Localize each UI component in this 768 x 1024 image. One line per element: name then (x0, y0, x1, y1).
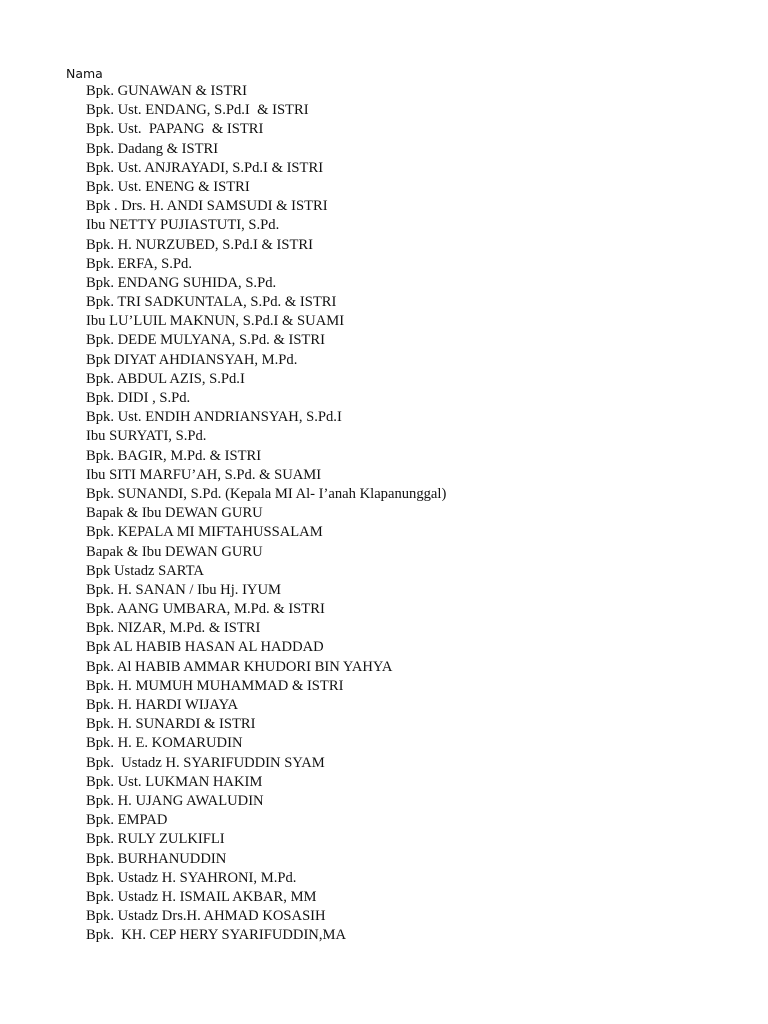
name-list (86, 82, 446, 945)
name-list-item: Bpk Ustadz SARTA (86, 562, 204, 579)
name-list-item: Bpk . Drs. H. ANDI SAMSUDI & ISTRI (86, 198, 328, 215)
name-list-item: Bpk. AANG UMBARA, M.Pd. & ISTRI (86, 601, 325, 618)
name-list-item: Bpk. Ustadz Drs.H. AHMAD KOSASIH (86, 908, 326, 925)
name-list-item: Bpk. BAGIR, M.Pd. & ISTRI (86, 447, 262, 464)
name-list-item: Ibu LU’LUIL MAKNUN, S.Pd.I & SUAMI (86, 313, 345, 330)
name-list-item: Ibu NETTY PUJIASTUTI, S.Pd. (86, 217, 280, 234)
name-list-item: Bpk. EMPAD (86, 812, 168, 829)
name-list-item: Ibu SURYATI, S.Pd. (86, 428, 207, 445)
name-list-item: Bpk. Dadang & ISTRI (86, 140, 219, 157)
name-list-item: Bpk. NIZAR, M.Pd. & ISTRI (86, 620, 261, 637)
name-list-item: Bpk. Ust. PAPANG & ISTRI (86, 121, 264, 138)
name-list-item: Bpk. Ust. ANJRAYADI, S.Pd.I & ISTRI (86, 159, 324, 176)
name-list-item: Bpk. RULY ZULKIFLI (86, 831, 225, 848)
name-list-item: Bpk. KH. CEP HERY SYARIFUDDIN,MA (86, 927, 347, 944)
name-list-item: Bpk. SUNANDI, S.Pd. (Kepala MI Al- I’anah Klapanunggal) (86, 485, 447, 502)
name-list-item: Bpk. Ust. ENDIH ANDRIANSYAH, S.Pd.I (86, 409, 342, 426)
name-list-item: Bpk. ABDUL AZIS, S.Pd.I (86, 370, 245, 387)
name-list-item: Bpk. TRI SADKUNTALA, S.Pd. & ISTRI (86, 294, 337, 311)
name-list-item: Bpk. H. SUNARDI & ISTRI (86, 716, 256, 733)
name-list-item: Bpk. Ustadz H. ISMAIL AKBAR, MM (86, 888, 317, 905)
name-list-item: Ibu SITI MARFU’AH, S.Pd. & SUAMI (86, 466, 322, 483)
name-list-item: Bpk. H. UJANG AWALUDIN (86, 792, 264, 809)
name-list-item: Bpk DIYAT AHDIANSYAH, M.Pd. (86, 351, 298, 368)
name-list-item: Bpk. ENDANG SUHIDA, S.Pd. (86, 274, 277, 291)
name-list-item: Bpk. Ustadz H. SYARIFUDDIN SYAM (86, 754, 325, 771)
name-list-item: Bpk. H. NURZUBED, S.Pd.I & ISTRI (86, 236, 314, 253)
name-list-item: Bpk. Ustadz H. SYAHRONI, M.Pd. (86, 869, 297, 886)
column-header: Nama (66, 66, 103, 81)
name-list-item: Bpk. Ust. LUKMAN HAKIM (86, 773, 263, 790)
name-list-item: Bpk. KEPALA MI MIFTAHUSSALAM (86, 524, 323, 541)
name-list-item: Bpk. ERFA, S.Pd. (86, 255, 192, 272)
name-list-item: Bpk AL HABIB HASAN AL HADDAD (86, 639, 324, 656)
name-list-item: Bpk. BURHANUDDIN (86, 850, 227, 867)
name-list-item: Bpk. Al HABIB AMMAR KHUDORI BIN YAHYA (86, 658, 393, 675)
name-list-item: Bpk. H. MUMUH MUHAMMAD & ISTRI (86, 677, 344, 694)
name-list-item: Bpk. DIDI , S.Pd. (86, 390, 191, 406)
name-list-item: Bpk. H. E. KOMARUDIN (86, 735, 243, 752)
name-list-item: Bpk. H. HARDI WIJAYA (86, 697, 239, 713)
name-list-item: Bpk. H. SANAN / Ibu Hj. IYUM (86, 581, 281, 598)
name-list-item: Bpk. Ust. ENDANG, S.Pd.I & ISTRI (86, 102, 309, 119)
name-list-item: Bpk. GUNAWAN & ISTRI (86, 83, 247, 99)
name-list-item: Bapak & Ibu DEWAN GURU (86, 505, 263, 522)
name-list-item: Bpk. DEDE MULYANA, S.Pd. & ISTRI (86, 332, 325, 349)
name-list-item: Bpk. Ust. ENENG & ISTRI (86, 178, 250, 195)
name-list-item: Bapak & Ibu DEWAN GURU (86, 543, 263, 560)
